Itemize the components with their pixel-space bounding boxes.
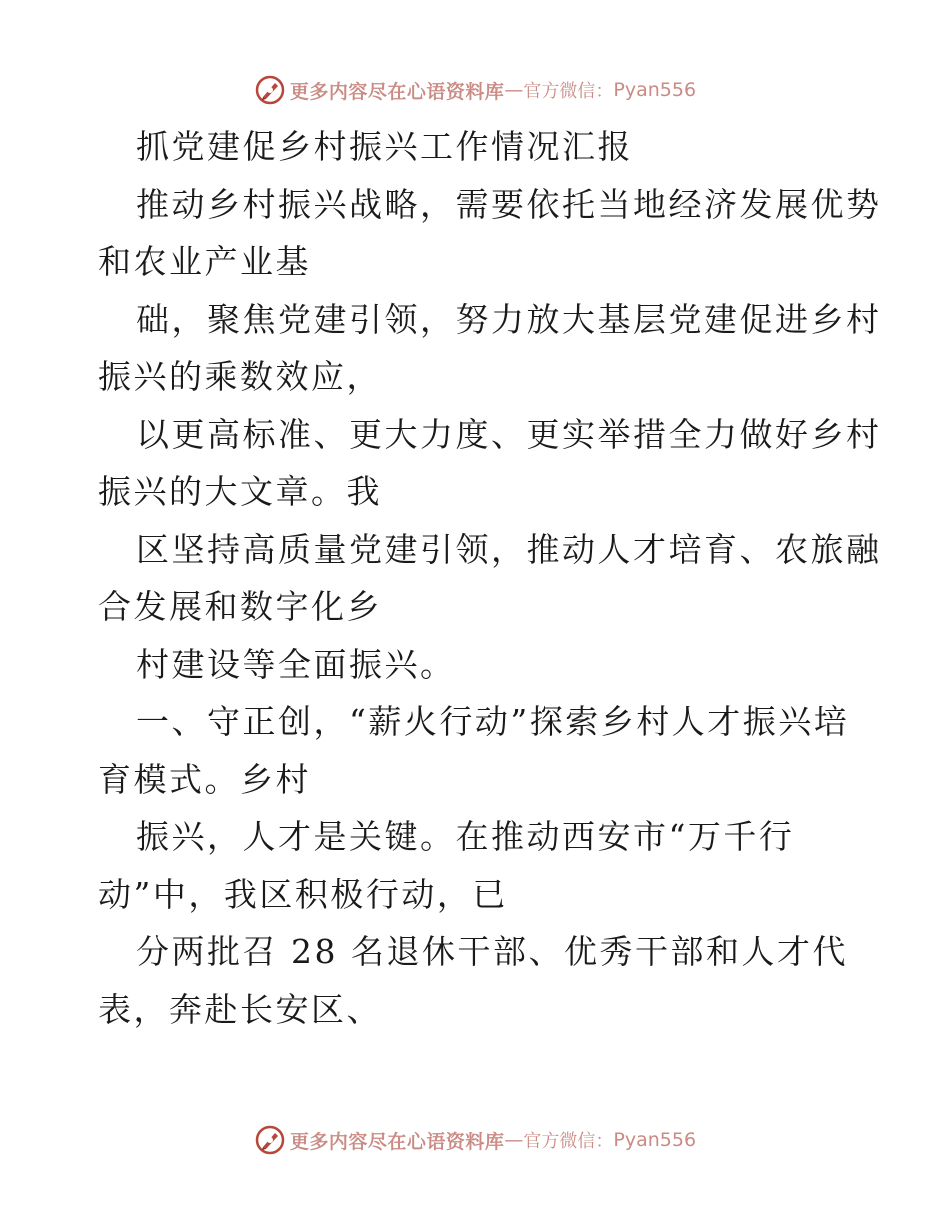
watermark-separator: — [504,1129,524,1151]
paragraph-line: 动”中，我区积极行动，已 [98,874,508,914]
paragraph-line: 振兴，人才是关键。在推动西安市“万千行 [136,817,795,856]
watermark-text: 更多内容尽在心语资料库 [289,80,505,103]
paragraph-line: 振兴的乘数效应， [98,357,382,396]
pen-logo-icon [254,1124,286,1156]
watermark-wechat-id: Pyan556 [613,79,697,101]
paragraph-line: 育模式。乡村 [98,759,311,799]
paragraph-line: 分两批召 28 名退休干部、优秀干部和人才代 [136,932,848,971]
section-heading-line: 一、守正创，“薪火行动”探索乡村人才振兴培 [136,702,850,741]
watermark-text: 更多内容尽在心语资料库 [289,1130,505,1153]
paragraph-line: 振兴的大文章。我 [98,472,382,511]
paragraph-line: 础，聚焦党建引领，努力放大基层党建促进乡村 [136,299,882,339]
document-body [98,118,882,1038]
watermark-wechat-label: 官方微信： [523,81,614,102]
watermark-wechat-label: 官方微信： [523,1131,614,1152]
paragraph-line: 区坚持高质量党建引领，推动人才培育、农旅融 [136,529,882,569]
paragraph-line: 合发展和数字化乡 [98,587,382,626]
watermark-wechat-id: Pyan556 [613,1129,697,1151]
watermark-separator: — [504,79,524,101]
paragraph-line: 村建设等全面振兴。 [136,644,456,684]
paragraph-line: 表，奔赴长安区、 [98,989,382,1029]
watermark-header [0,70,950,110]
paragraph-line: 推动乡村振兴战略，需要依托当地经济发展优势 [136,184,882,224]
watermark-footer [0,1120,950,1160]
paragraph-line: 以更高标准、更大力度、更实举措全力做好乡村 [136,414,882,454]
paragraph-line: 和农业产业基 [98,242,311,281]
pen-logo-icon [254,74,286,106]
document-title: 抓党建促乡村振兴工作情况汇报 [136,127,633,166]
